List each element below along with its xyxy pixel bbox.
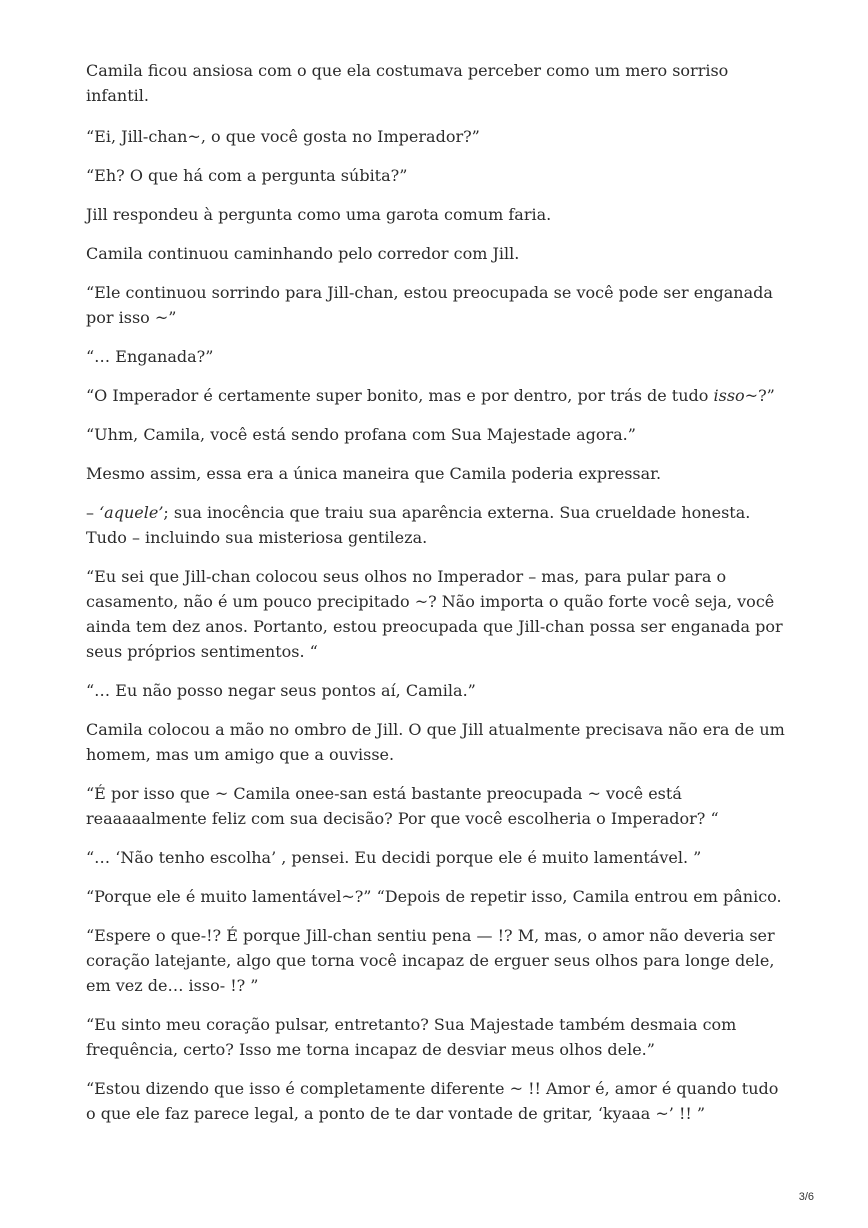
paragraph-4: Jill respondeu à pergunta como uma garota comum faria.: [86, 205, 552, 224]
paragraph-2: “Ei, Jill-chan~, o que você gosta no Imperador?”: [86, 127, 480, 146]
paragraph-14: Camila colocou a mão no ombro de Jill. O que Jill atualmente precisava não era de um homem, mas um amigo que a ouvisse.: [86, 720, 785, 764]
paragraph-8: “O Imperador é certamente super bonito, mas e por dentro, por trás de tudo isso~?”: [86, 386, 775, 405]
italic-emphasis: isso: [713, 386, 745, 405]
paragraph-20: “Estou dizendo que isso é completamente diferente ~ !! Amor é, amor é quando tudo o que ele faz parece legal, a ponto de te dar vontade de gritar, ‘kyaaa ~’ !! ”: [86, 1079, 779, 1123]
paragraph-9: “Uhm, Camila, você está sendo profana com Sua Majestade agora.”: [86, 425, 636, 444]
paragraph-19: “Eu sinto meu coração pulsar, entretanto? Sua Majestade também desmaia com frequência, certo? Isso me torna incapaz de desviar meus olhos dele.”: [86, 1015, 737, 1059]
paragraph-12: “Eu sei que Jill-chan colocou seus olhos no Imperador – mas, para pular para o casamento, não é um pouco precipitado ~? Não importa o quão forte você seja, você ainda tem dez anos. Portanto, estou preocupada que Jill-chan possa ser enganada por seus próprios sentimentos. “: [86, 567, 783, 661]
italic-emphasis: ‘aquele’: [99, 503, 164, 522]
paragraph-7: “… Enganada?”: [86, 347, 214, 366]
paragraph-6: “Ele continuou sorrindo para Jill-chan, estou preocupada se você pode ser enganada por isso ~”: [86, 283, 773, 327]
paragraph-18: “Espere o que-!? É porque Jill-chan sentiu pena — !? M, mas, o amor não deveria ser coração latejante, algo que torna você incapaz de erguer seus olhos para longe dele, em vez de… isso- !? ”: [86, 926, 775, 995]
paragraph-11: – ‘aquele’; sua inocência que traiu sua aparência externa. Sua crueldade honesta. Tudo – incluindo sua misteriosa gentileza.: [86, 503, 751, 547]
page-number: 3/6: [798, 1191, 814, 1203]
paragraph-5: Camila continuou caminhando pelo corredor com Jill.: [86, 244, 520, 263]
paragraph-13: “… Eu não posso negar seus pontos aí, Camila.”: [86, 681, 476, 700]
paragraph-16: “… ‘Não tenho escolha’ , pensei. Eu decidi porque ele é muito lamentável. ”: [86, 848, 702, 867]
paragraph-17: “Porque ele é muito lamentável~?” “Depois de repetir isso, Camila entrou em pânico.: [86, 887, 782, 906]
paragraph-1: Camila ficou ansiosa com o que ela costumava perceber como um mero sorriso infantil.: [86, 61, 729, 105]
paragraph-3: “Eh? O que há com a pergunta súbita?”: [86, 166, 408, 185]
paragraph-15: “É por isso que ~ Camila onee-san está bastante preocupada ~ você está reaaaaalmente feliz com sua decisão? Por que você escolheria o Imperador? “: [86, 784, 719, 828]
document-body: [86, 58, 786, 1140]
paragraph-10: Mesmo assim, essa era a única maneira que Camila poderia expressar.: [86, 464, 662, 483]
